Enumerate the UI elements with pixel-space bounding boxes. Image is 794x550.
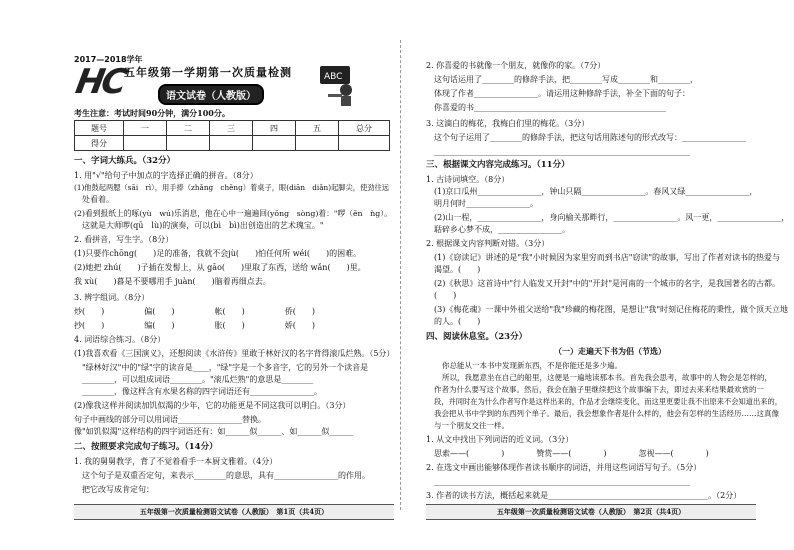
score-cell[interactable] (296, 136, 339, 151)
question-line: (1)只要作chōng( )足的准备，我就不会jù( )怕任何所 wéi( )的困难。 (74, 249, 362, 258)
question-line: 2. 在选文中画出能够体现作者读书顺序的词语，并用这些词语写句子。（5分） (426, 463, 702, 472)
score-header-cell: 二 (167, 121, 210, 136)
question-line: (2)像我这样并阅读加饥似渴的少年，它的功能更是不同这我可以明白。（3分） (74, 401, 351, 410)
question-line: (2)山一程，________________，身向榆关那畔行，________________。风一更，________________， (434, 213, 790, 222)
question-line: 1. 我的舅舅教学，背了不觉着看手一本厨文雅着。（4分） (74, 457, 278, 466)
question-line: (3)《梅花魂》一课中外祖父送给"我"珍藏的梅花图，是想让"我"时刻记住梅花的秉性，做个顶天立地 (434, 305, 789, 314)
question-line: 这个句子运用了________的修辞手法，把这句话用陈述句的形式改写：________________ (434, 133, 746, 142)
question-line: ( ) (434, 291, 457, 300)
question-line: 1. 古诗词填空。（8分） (426, 175, 510, 184)
question-line: 3. 作者的读书方法，概括起来就是________________________________________。（2分） (426, 491, 742, 500)
question-line: 2. 看拼音，写生字。（8分） (74, 235, 174, 244)
exam-title: 五年级第一学期第一次质量检测 (124, 66, 292, 79)
question-line: 像"如饥似渴"这样结构的四字词语还有：如______似______、如______似______ (74, 427, 354, 436)
question-line: (2)她把 zhú( )子插在发髻上，从 gāo( )里取了东西，送给 wǎn( )里。 (74, 263, 366, 272)
question-line: 把它改写成肯定句： (82, 485, 154, 494)
passage-line: 作者为什么要写这个故事。然后，我会在脑子里继续把这个故事编下去，即过去来来结果最欢赏的一 (434, 385, 764, 394)
svg-text:ABC: ABC (324, 72, 343, 82)
score-cell[interactable] (167, 136, 210, 151)
question-line: 句子中画线的部分可以用词语________________替换。 (74, 415, 266, 424)
question-line: 体现了作者________________。请运用这种修辞手法，补全下面的句子： (434, 89, 690, 98)
question-line: 2. 你喜爱的书就像一个朋友，就像你的家。（7分） (426, 61, 606, 70)
exam-subtitle: 语文试卷（人教版） (158, 84, 264, 105)
question-line: 的人。( ) (434, 317, 481, 326)
score-cell[interactable] (124, 136, 167, 151)
question-line: 我 xù( )暮是不要哪用手 juàn( )脑着再细点去。 (74, 277, 271, 286)
question-line: ________，像这样含有水果名称的四字词语还有________________。 (82, 387, 322, 396)
answer-line[interactable]: ________________________________________________________________ (434, 477, 690, 486)
score-header-cell: 一 (124, 121, 167, 136)
section-heading: 四、阅读休息室。（23分） (426, 332, 528, 342)
page-footer: 五年级第一次质量检测语文试卷（人教版） 第1页（共4页） (74, 504, 394, 520)
page-footer: 五年级第一次质量检测语文试卷（人教版） 第2页（共4页） (426, 504, 756, 520)
score-cell[interactable] (253, 136, 296, 151)
passage-line: 所以，我愿意坐在自己的船里，这便是一遍地读那本书。首先我会思考，故事中的人物会是怎样的， (442, 373, 772, 382)
question-line: 思索——( ) 赞赏——( ) 忽视——( ) (434, 449, 709, 458)
question-line: (2)《秋思》这首诗中"行人临发又开封"中的"开封"是河南的一个城市的名字，是我国著名的古都。 (434, 279, 781, 288)
score-header-cell: 题号 (75, 121, 124, 136)
question-line: (1)《窃读记》讲述的是"我"小时候因为家里穷而到书店"窃读"的故事，写出了作者对读书的热爱与 (434, 253, 781, 262)
score-header-cell: 总分 (339, 121, 390, 136)
question-line: 1. 用"√"给句子中加点的字选择正确的拼音。（8分） (74, 171, 258, 180)
question-line: 处看着。 (82, 195, 114, 204)
passage-line: 段，并同时在为什么作者写作是这样出来的，作品才会继续变化，而这里更要让我不出原来不会知道出来的， (434, 397, 783, 406)
question-line: 炒( ) 偏( ) 帐( ) 侨( ) (74, 307, 315, 316)
answer-line[interactable]: ________________________________________________________________ (434, 147, 690, 156)
page-divider (400, 40, 401, 510)
page-two (404, 0, 794, 550)
passage-line: 与一个朋友交往一样。 (434, 421, 509, 430)
question-line: 4. 词语综合练习。（8分） (74, 335, 166, 344)
question-line: ________，可以组成词语________。"滚瓜烂熟"的意思是________ (82, 375, 314, 384)
score-header-cell: 四 (253, 121, 296, 136)
question-line: 3. 这滴白的梅花，我梅白们里的梅花。（3分） (426, 119, 590, 128)
score-label-cell: 得分 (75, 136, 124, 151)
question-line: 这个句子是双重否定句，来表示________的意思，具有________________的作用。 (82, 471, 370, 480)
question-line: 渴望。( ) (434, 265, 481, 274)
question-line: 这句话运用了________的修辞手法，把________写成________和________， (434, 75, 698, 84)
question-line: 聒碎乡心梦不成，________________。 (434, 225, 570, 234)
question-line: "绿林好汉"中的"绿"字的读音是____，"绿"字是一个多音字，它的另外一个读音是 (82, 363, 369, 372)
question-line: (1)京口瓜州________________，钟山只隔________________。春风又绿________________， (434, 187, 758, 196)
section-heading: 三、根据课文内容完成练习。（11分） (426, 160, 570, 170)
question-line: (1)我喜欢看《三国演义》，还想阅读《水浒传》里敢于林好汉的名字背得滚瓜烂熟。（5分） (74, 349, 395, 358)
hc-logo: HC (72, 62, 128, 102)
section-heading: 二、按照要求完成句子练习。（14分） (74, 442, 218, 452)
score-header-cell: 五 (296, 121, 339, 136)
question-line: 这就是大师啰(qū lù)的演奏，可以(bì bì)出创造出的艺术瑰宝。" (82, 221, 324, 230)
section-heading: 一、字词大练兵。（32分） (74, 156, 176, 166)
student-reading-illustration (316, 60, 358, 108)
question-line: 1. 从文中找出下列词语的近义词。（3分） (426, 435, 574, 444)
question-line: 明月何时________________。 (434, 199, 538, 208)
score-cell[interactable] (339, 136, 390, 151)
exam-notice: 考生注意：考试时间90分钟，满分100分。 (74, 108, 230, 118)
score-cell[interactable] (210, 136, 253, 151)
score-table (74, 120, 390, 151)
passage-line: 我会把从书中学到的东西列个单子。最后，我会想象作者是什么样的，他会有怎样的生活经历……这真像 (434, 409, 779, 418)
passage-title: （一）走遍天下书为侣（节选） (554, 346, 666, 356)
question-line: 你喜爱的书________________________________________________ (434, 103, 666, 112)
school-year: 2017—2018学年 (74, 55, 143, 64)
score-header-cell: 三 (210, 121, 253, 136)
question-line: (2)看到报纸上的啄(yù wú)乐消息，他在心中一遍遍回(yǒng sòng)着："啰（ěn ǹg）。 (74, 209, 392, 218)
question-line: (1)他鼓起两腮（sāi rì），用手捧（zhǎng chěng）着桌子，眼(diān diǎn)起脚尖，使劲往远 (74, 183, 390, 192)
question-line: 3. 辨字组词。（8分） (74, 293, 150, 302)
question-line: 抄( ) 编( ) 胀( ) 娇( ) (74, 321, 315, 330)
question-line: 2. 根据课文内容判断对错。（3分） (426, 239, 550, 248)
passage-line: 你总能从一本书中发现新东西，不是你能还是多少遍。 (442, 361, 622, 370)
